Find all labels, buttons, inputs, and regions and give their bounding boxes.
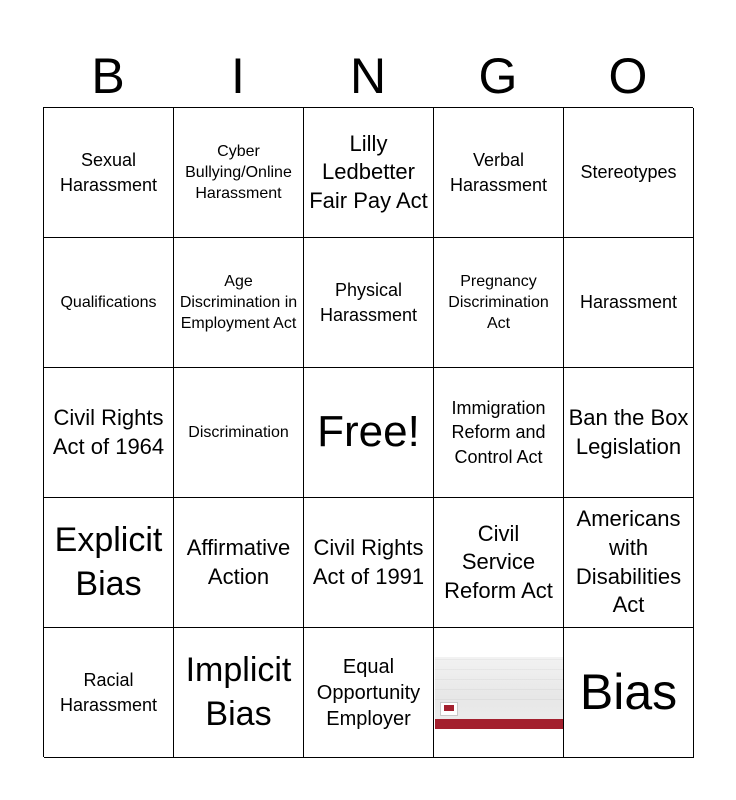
bingo-cell[interactable] [174,498,304,628]
accent-bar [435,719,563,729]
bingo-card [43,107,693,757]
bingo-header [43,40,693,108]
bingo-cell[interactable] [44,368,174,498]
bingo-cell[interactable] [564,368,694,498]
cell-text: Civil Rights Act of 1964 [52,404,165,459]
cell-text: Explicit Bias [54,521,163,603]
cell-text: Lilly Ledbetter Fair Pay Act [309,130,428,213]
cell-text: Harassment [579,292,678,313]
bingo-cell[interactable] [434,238,564,368]
logo-icon [440,702,458,716]
bingo-cell[interactable] [564,238,694,368]
header-letter-o: O [608,48,648,104]
header-letter-g: G [478,48,518,104]
cell-text: Stereotypes [580,162,677,183]
cell-text: Equal Opportunity Employer [316,655,421,730]
cell-text: Physical Harassment [319,280,418,325]
bingo-cell[interactable] [564,108,694,238]
bingo-cell[interactable] [434,108,564,238]
cell-text: Racial Harassment [59,670,158,715]
image-cell[interactable] [434,628,564,758]
cell-text: Free! [317,407,420,457]
bingo-cell[interactable] [174,108,304,238]
cell-text: Pregnancy Discrimination Act [448,272,549,333]
bingo-cell[interactable] [44,628,174,758]
cell-text: Age Discrimination in Employment Act [179,272,298,333]
free-space-cell[interactable] [304,368,434,498]
bingo-cell[interactable] [434,498,564,628]
header-letter-b: B [91,48,125,104]
bingo-cell[interactable] [564,498,694,628]
cell-text: Discrimination [188,423,289,441]
bingo-cell[interactable] [174,368,304,498]
cell-text: Civil Service Reform Act [444,520,553,603]
cell-text: Affirmative Action [186,534,291,589]
bingo-cell[interactable] [304,238,434,368]
cell-text: Cyber Bullying/Online Harassment [185,142,292,203]
header-letter-n: N [349,48,387,104]
bingo-cell[interactable] [174,238,304,368]
cell-text: Verbal Harassment [449,150,548,195]
header-letter-i: I [231,48,245,104]
bingo-cell[interactable] [44,108,174,238]
cell-text: Americans with Disabilities Act [575,506,682,618]
cell-text: Sexual Harassment [59,150,158,195]
bingo-cell[interactable] [304,108,434,238]
cell-text: Civil Rights Act of 1991 [312,534,425,589]
bingo-cell[interactable] [304,498,434,628]
cell-text: Implicit Bias [185,651,292,733]
building-photo-icon [435,657,563,729]
cell-text: Immigration Reform and Control Act [451,398,546,467]
cell-text: Qualifications [60,293,157,311]
bingo-cell[interactable] [434,368,564,498]
cell-text: Ban the Box Legislation [568,404,689,459]
cell-text: Bias [579,664,678,720]
bingo-cell[interactable] [44,238,174,368]
bingo-cell[interactable] [44,498,174,628]
bingo-cell[interactable] [564,628,694,758]
bingo-cell[interactable] [304,628,434,758]
bingo-cell[interactable] [174,628,304,758]
